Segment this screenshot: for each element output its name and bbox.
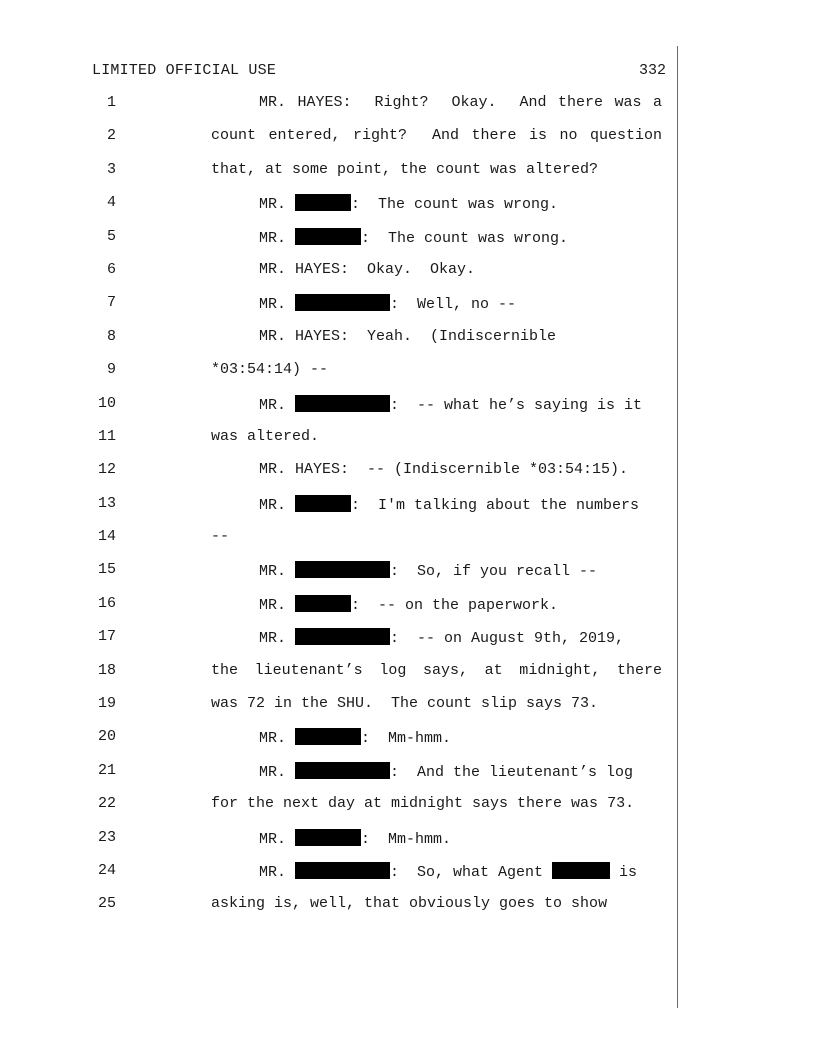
transcript-line	[0, 662, 816, 695]
line-number: 16	[97, 594, 116, 612]
transcript-line	[0, 528, 816, 561]
redaction-block	[295, 395, 390, 412]
transcript-line	[0, 561, 816, 594]
transcript-line	[0, 595, 816, 628]
speaker-prefix: MR.	[259, 630, 296, 648]
transcript-line	[0, 361, 816, 394]
transcript-line	[0, 94, 816, 127]
speech-text: MR. HAYES: -- (Indiscernible *03:54:15).	[259, 461, 629, 479]
redaction-block	[295, 628, 390, 645]
transcript-line	[0, 495, 816, 528]
transcript-line	[0, 695, 816, 728]
speech-text: MR. HAYES: Okay. Okay.	[259, 260, 476, 278]
line-number: 10	[97, 394, 116, 412]
line-text	[211, 528, 229, 546]
speaker-prefix: MR.	[259, 396, 296, 414]
speaker-prefix: MR.	[259, 763, 296, 781]
redaction-block	[295, 228, 361, 245]
speech-text: : The count was wrong.	[351, 196, 559, 214]
line-number: 9	[106, 361, 116, 379]
speech-text: : And the lieutenant’s log	[390, 763, 634, 781]
redaction-block	[295, 495, 351, 512]
speech-text: MR. HAYES: Yeah. (Indiscernible	[259, 327, 557, 345]
line-text	[211, 895, 607, 913]
line-text	[211, 662, 662, 680]
line-number: 3	[106, 160, 116, 178]
line-text	[211, 695, 598, 713]
line-text	[259, 328, 556, 346]
speech-text: : The count was wrong.	[361, 229, 569, 247]
line-text	[259, 628, 624, 648]
speech-text: : Mm-hmm.	[361, 730, 452, 748]
line-number: 14	[97, 528, 116, 546]
transcript-line	[0, 127, 816, 160]
line-number: 12	[97, 461, 116, 479]
line-number: 7	[106, 294, 116, 312]
speaker-prefix: MR.	[259, 229, 296, 247]
line-number: 6	[106, 260, 116, 278]
speaker-prefix: MR.	[259, 730, 296, 748]
transcript-line	[0, 829, 816, 862]
transcript-line	[0, 628, 816, 661]
line-number: 25	[97, 895, 116, 913]
speech-text: asking is, well, that obviously goes to show	[211, 895, 608, 913]
transcript-line	[0, 294, 816, 327]
line-number: 22	[97, 795, 116, 813]
line-text	[259, 194, 558, 214]
line-text	[259, 561, 597, 581]
redaction-block	[295, 561, 390, 578]
line-number: 11	[97, 427, 116, 445]
speech-text: : So, if you recall --	[390, 563, 598, 581]
speech-text: was altered.	[211, 427, 320, 445]
speaker-prefix: MR.	[259, 596, 296, 614]
speech-text: for the next day at midnight says there was 73.	[211, 795, 635, 813]
page-header	[92, 62, 666, 80]
line-text	[259, 728, 451, 748]
line-text	[259, 461, 628, 479]
classification-label: LIMITED OFFICIAL USE	[92, 62, 277, 79]
line-number: 5	[106, 227, 116, 245]
line-text	[259, 862, 637, 882]
line-number: 20	[97, 728, 116, 746]
line-number: 18	[97, 661, 116, 679]
transcript-line	[0, 161, 816, 194]
speaker-prefix: MR.	[259, 296, 296, 314]
speech-text: *03:54:14) --	[211, 361, 329, 379]
line-number: 4	[106, 194, 116, 212]
speaker-prefix: MR.	[259, 196, 296, 214]
speech-text: : -- on the paperwork.	[351, 596, 559, 614]
speech-text: : -- what he’s saying is it	[390, 396, 643, 414]
transcript-line	[0, 395, 816, 428]
speech-text: that, at some point, the count was altered?	[211, 160, 599, 178]
line-number: 15	[97, 561, 116, 579]
speaker-prefix: MR.	[259, 863, 296, 881]
line-number: 8	[106, 327, 116, 345]
speaker-prefix: MR.	[259, 830, 296, 848]
line-text	[211, 161, 598, 179]
line-text	[259, 294, 516, 314]
redaction-block	[295, 595, 351, 612]
transcript-line	[0, 862, 816, 895]
transcript-line	[0, 228, 816, 261]
transcript-line	[0, 428, 816, 461]
transcript-body	[0, 94, 816, 929]
speech-text: : -- on August 9th, 2019,	[390, 630, 625, 648]
line-text	[211, 795, 634, 813]
line-text	[259, 228, 568, 248]
line-number: 23	[97, 828, 116, 846]
speaker-prefix: MR.	[259, 496, 296, 514]
line-text	[211, 127, 662, 145]
transcript-line	[0, 728, 816, 761]
line-number: 19	[97, 695, 116, 713]
transcript-line	[0, 762, 816, 795]
speech-text: MR. HAYES: Right? Okay. And there was a	[259, 94, 662, 111]
redaction-block	[295, 728, 361, 745]
line-text	[259, 595, 558, 615]
transcript-line	[0, 461, 816, 494]
transcript-line	[0, 328, 816, 361]
line-text	[211, 428, 319, 446]
speech-text: --	[211, 528, 230, 546]
redaction-block	[295, 862, 390, 879]
speech-text: is	[610, 863, 638, 881]
transcript-line	[0, 261, 816, 294]
line-text	[259, 395, 642, 415]
line-text	[259, 495, 639, 515]
transcript-line	[0, 194, 816, 227]
speech-text: : Mm-hmm.	[361, 830, 452, 848]
speech-text: was 72 in the SHU. The count slip says 73.	[211, 695, 599, 713]
speech-text: : Well, no --	[390, 296, 517, 314]
line-number: 13	[97, 494, 116, 512]
speech-text: : So, what Agent	[390, 863, 553, 881]
line-number: 21	[97, 761, 116, 779]
line-text	[259, 261, 475, 279]
line-number: 2	[106, 127, 116, 145]
redaction-block	[295, 194, 351, 211]
speech-text: : I'm talking about the numbers	[351, 496, 640, 514]
redaction-block	[295, 294, 390, 311]
line-text	[259, 829, 451, 849]
transcript-line	[0, 795, 816, 828]
speech-text: count entered, right? And there is no question	[211, 127, 662, 145]
page-number: 332	[638, 62, 666, 79]
line-number: 24	[97, 861, 116, 879]
speaker-prefix: MR.	[259, 563, 296, 581]
speech-text: the lieutenant’s log says, at midnight, there	[211, 661, 662, 679]
line-number: 17	[97, 628, 116, 646]
line-text	[259, 94, 662, 112]
redaction-block	[295, 762, 390, 779]
redaction-block	[552, 862, 610, 879]
line-number: 1	[106, 94, 116, 111]
line-text	[211, 361, 328, 379]
line-text	[259, 762, 633, 782]
redaction-block	[295, 829, 361, 846]
transcript-line	[0, 895, 816, 928]
